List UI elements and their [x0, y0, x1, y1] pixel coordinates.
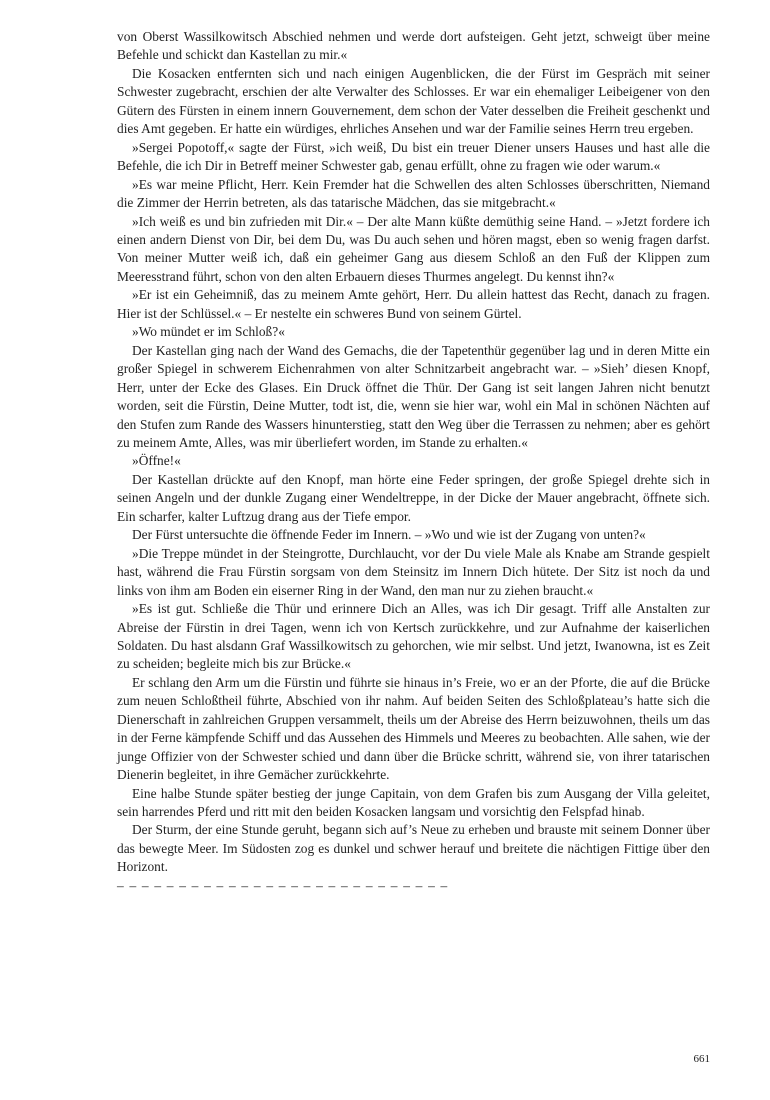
- section-separator: – – – – – – – – – – – – – – – – – – – – – – – – – – –: [117, 877, 449, 893]
- paragraph: »Ich weiß es und bin zufrieden mit Dir.« – Der alte Mann küßte demüthig seine Hand. – »Jetzt fordere ich einen andern Dienst von Dir, bei dem Du, was Du auch sehen und hören magst, eben so wenig fragen darfst. Von meiner Mutter weiß ich, daß ein geheimer Gang aus diesem Schloß an den Fuß der Klippen zum Meeresstrand führt, schon von den alten Erbauern dieses Thurmes angelegt. Du kennst ihn?«: [117, 213, 710, 284]
- page-body: [117, 28, 710, 895]
- paragraph: Der Kastellan ging nach der Wand des Gemachs, die der Tapetenthür gegenüber lag und in deren Mitte ein großer Spiegel in schwerem Eichenrahmen von alter Schnitzarbeit angebracht war. – »Sieh’ diesen Knopf, Herr, unter der Ecke des Glases. Ein Druck öffnet die Thür. Der Gang ist seit langen Jahren nicht benutzt worden, seit die Fürstin, Deine Mutter, todt ist, die, wenn sie hier war, wohl ein Mal in schönen Nächten auf den Stufen zum Rande des Wassers hinunterstieg, statt den Weg über die Terrassen zu nehmen; aber es gehört zu meinem Amte, Alles, was mir überliefert worden, im Stande zu erhalten.«: [117, 342, 710, 450]
- paragraph: Die Kosacken entfernten sich und nach einigen Augenblicken, die der Fürst im Gespräch mit seiner Schwester zugebracht, erschien der alte Verwalter des Schlosses. Er war ein ehemaliger Leibeigener von den Gütern des Fürsten in einem innern Gouvernement, dem schon der Vater desselben die Freiheit geschenkt und dies Amt gegeben. Er hatte ein würdiges, ehrliches Ansehen und war der Familie seines Herrn treu ergeben.: [117, 65, 710, 137]
- paragraph: Er schlang den Arm um die Fürstin und führte sie hinaus in’s Freie, wo er an der Pforte, die auf die Brücke zum neuen Schloßtheil führte, Abschied von ihr nahm. Auf beiden Seiten des Schloßplateau’s hatte sich die Dienerschaft in zahlreichen Gruppen versammelt, theils um der Abreise des Herrn beizuwohnen, theils um das in der Ferne kämpfende Schiff und das Aussehen des Himmels und Meeres zu beobachten. Alle sahen, wie der junge Offizier von der Schwester schied und dann über die Brücke schritt, während sie, von ihrer tatarischen Dienerin begleitet, in ihre Gemächer zurückkehrte.: [117, 674, 710, 783]
- paragraph: »Die Treppe mündet in der Steingrotte, Durchlaucht, vor der Du viele Male als Knabe am Strande gespielt hast, während die Frau Fürstin sorgsam von dem Steinsitz im Innern Dich hütete. Der Sitz ist noch da und links von ihm am Boden ein eiserner Ring in der Wand, den man nur zu ziehen braucht.«: [117, 545, 710, 598]
- paragraph: »Es ist gut. Schließe die Thür und erinnere Dich an Alles, was ich Dir gesagt. Triff alle Anstalten zur Abreise der Fürstin in drei Tagen, wenn ich von Kertsch zurückkehre, und zur Aufnahme der kaiserlichen Soldaten. Du hast alsdann Graf Wassilkowitsch zu gehorchen, wie mir selbst. Und jetzt, Iwanowna, ist es Zeit zu scheiden; begleite mich bis zur Brücke.«: [117, 601, 710, 672]
- paragraph: »Er ist ein Geheimniß, das zu meinem Amte gehört, Herr. Du allein hattest das Recht, danach zu fragen. Hier ist der Schlüssel.« – Er nestelte ein schweres Bund von seinem Gürtel.: [117, 287, 710, 321]
- paragraph: »Es war meine Pflicht, Herr. Kein Fremder hat die Schwellen des alten Schlosses überschritten, Niemand die Zimmer der Herrin betreten, als das tatarische Mädchen, das sie mitgebracht.«: [117, 176, 710, 211]
- paragraph: Der Sturm, der eine Stunde geruht, begann sich auf’s Neue zu erheben und brauste mit seinem Donner über das bewegte Meer. Im Südosten zog es dunkel und schwer herauf und breitete die nächtigen Fittige über den Horizont.: [117, 822, 710, 875]
- paragraph: Der Fürst untersuchte die öffnende Feder im Innern. – »Wo und wie ist der Zugang von unten?«: [132, 527, 646, 543]
- paragraph: »Wo mündet er im Schloß?«: [132, 324, 285, 340]
- paragraph: »Öffne!«: [132, 453, 181, 469]
- page-number: 661: [693, 1053, 710, 1065]
- paragraph: Der Kastellan drückte auf den Knopf, man hörte eine Feder springen, der große Spiegel drehte sich in seinen Angeln und der dunkle Zugang einer Wendeltreppe, in der Dicke der Mauer angebracht, öffnete sich. Ein scharfer, kalter Luftzug drang aus der Tiefe empor.: [117, 471, 710, 524]
- paragraph: Eine halbe Stunde später bestieg der junge Capitain, von dem Grafen bis zum Ausgang der Villa geleitet, sein harrendes Pferd und ritt mit den beiden Kosacken langsam und vorsichtig den Felspfad hinab.: [117, 785, 710, 820]
- paragraph: von Oberst Wassilkowitsch Abschied nehmen und werde dort aufsteigen. Geht jetzt, schweigt über meine Befehle und schickt dan Kastellan zu mir.«: [117, 29, 710, 63]
- paragraph: »Sergei Popotoff,« sagte der Fürst, »ich weiß, Du bist ein treuer Diener unsers Hauses und hast alle die Befehle, die ich Dir in Betreff meiner Schwester gab, genau erfüllt, ohne zu fragen wie oder warum.«: [117, 139, 710, 174]
